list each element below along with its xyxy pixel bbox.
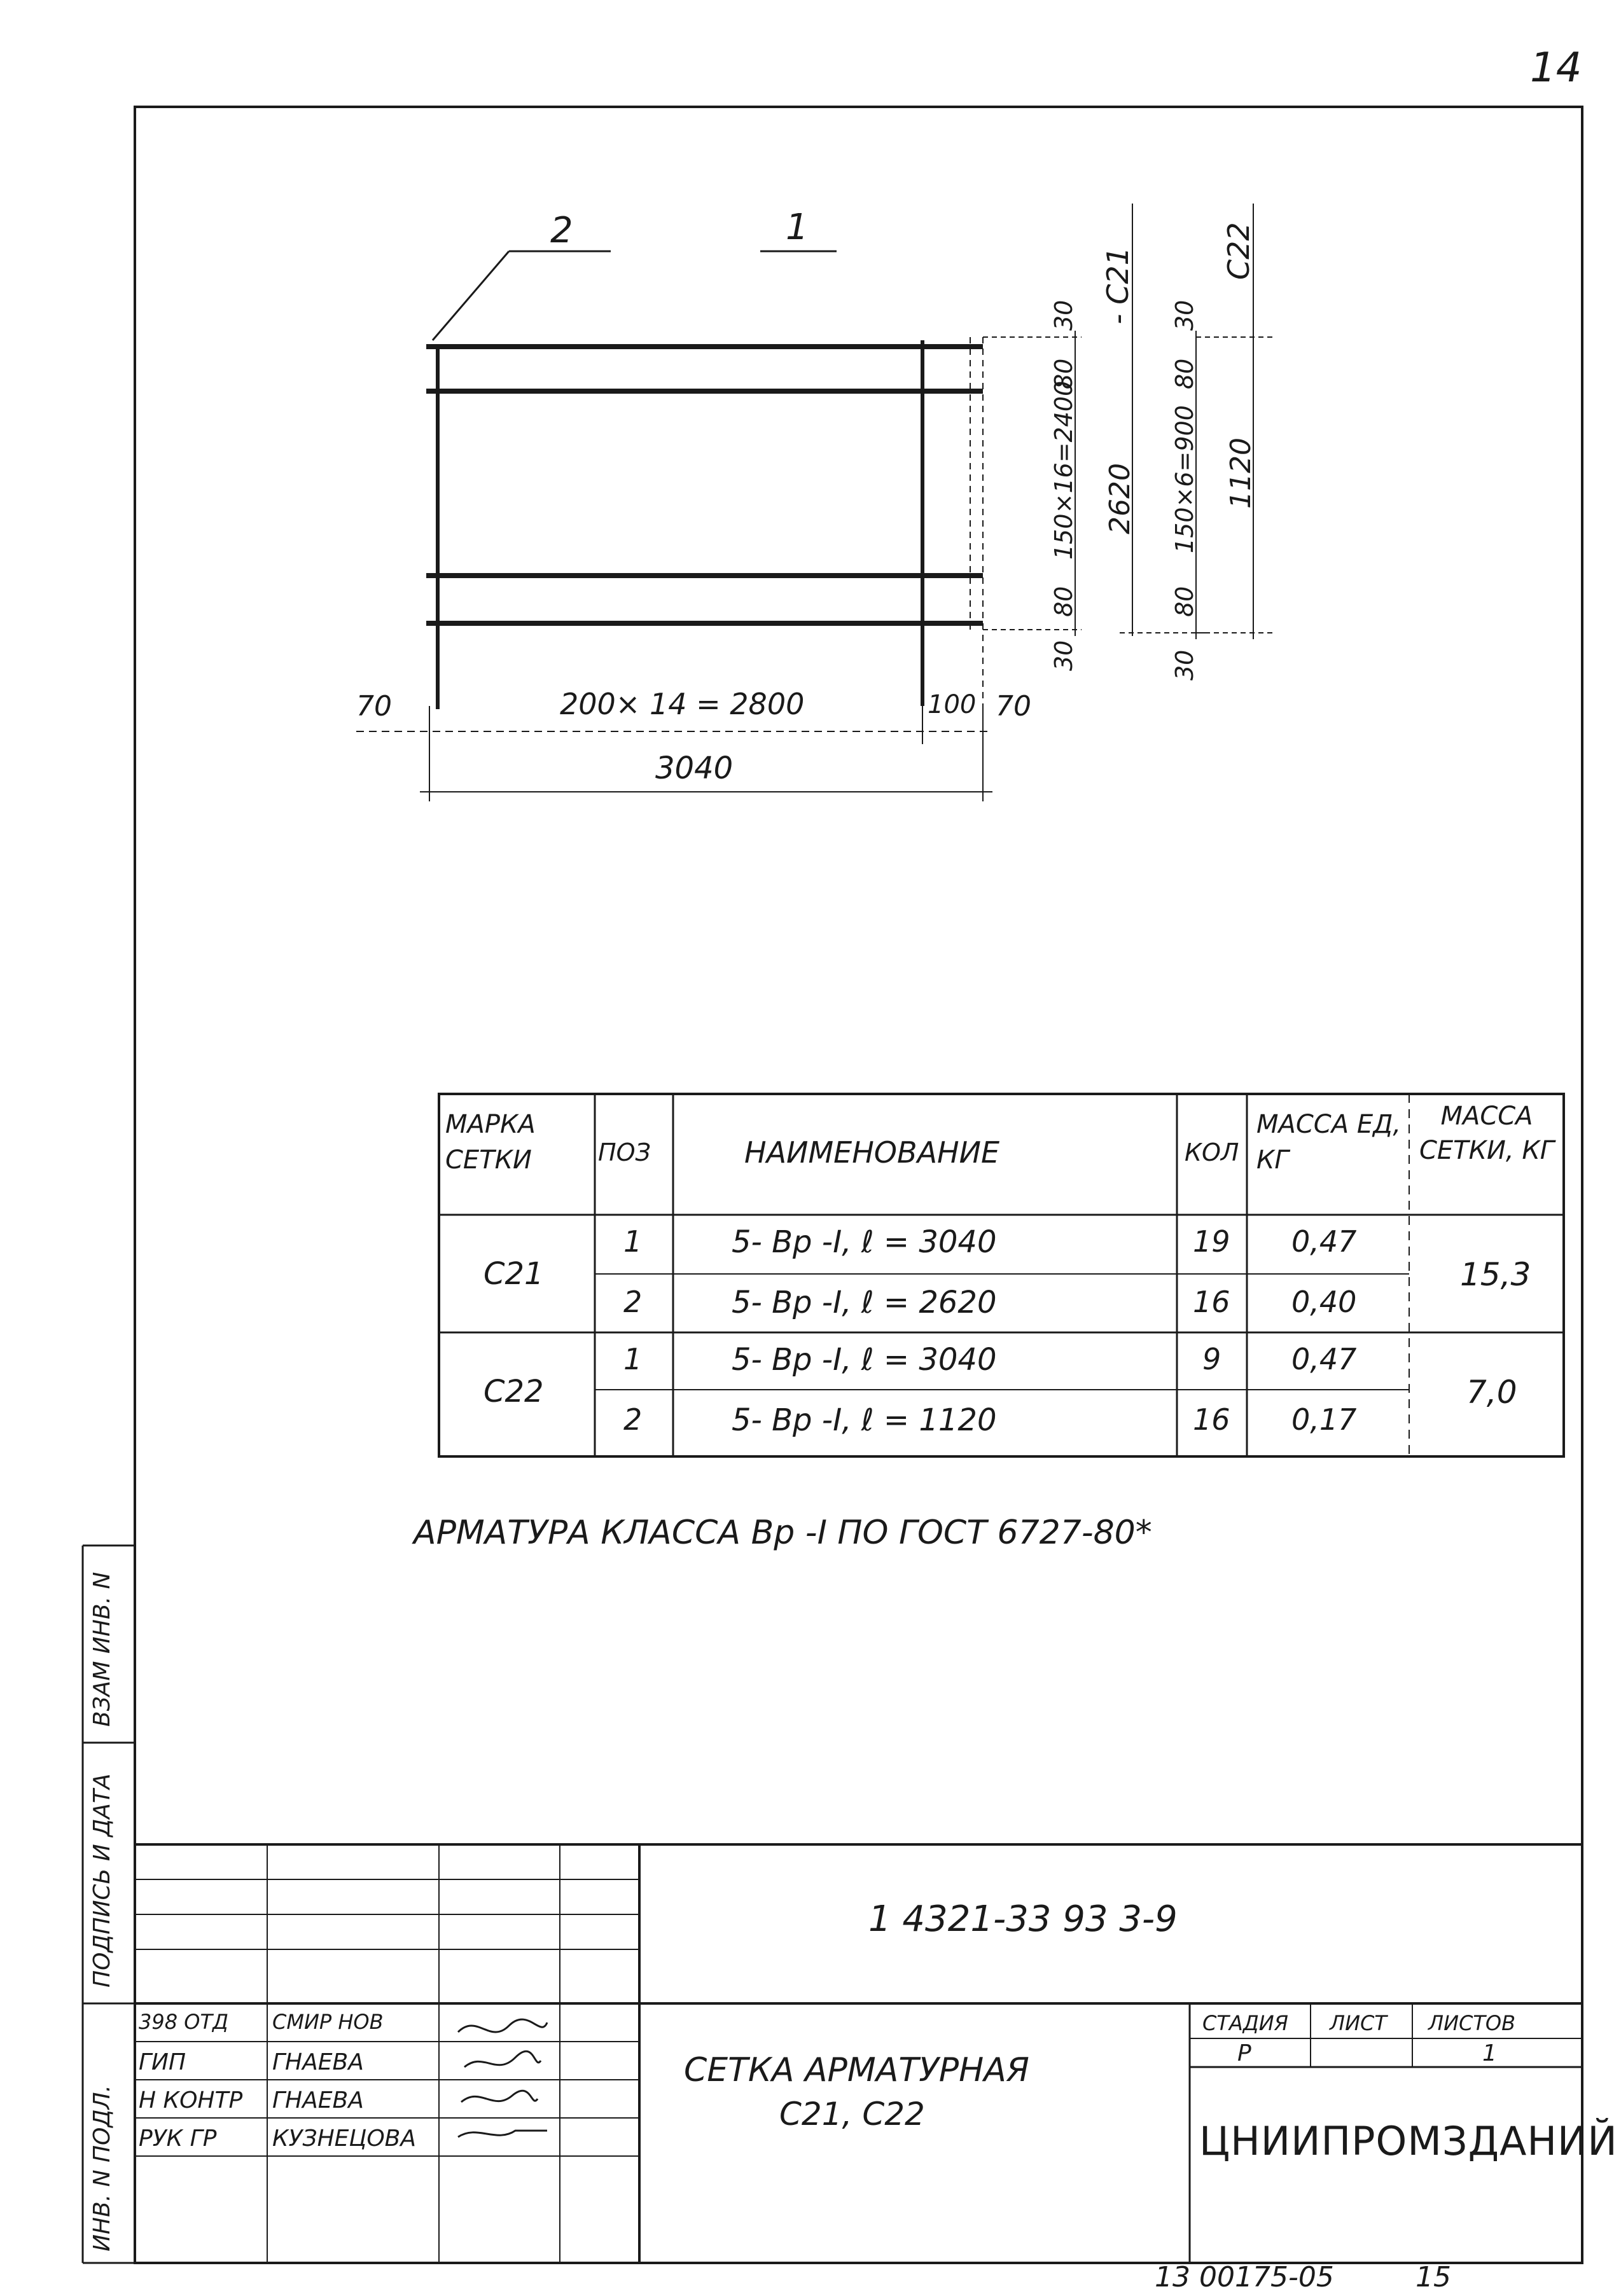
table-cell-name: 5- Bp -I, ℓ = 3040 <box>732 1224 997 1260</box>
document-code: 1 4321-33 93 3-9 <box>868 1898 1178 1940</box>
table-cell-qty: 16 <box>1193 1402 1230 1437</box>
table-cell-name: 5- Bp -I, ℓ = 3040 <box>732 1342 997 1378</box>
dim-value: 200× 14 = 2800 <box>560 687 805 721</box>
dim-value: 70 <box>356 690 392 723</box>
col-header-pos: ПОЗ <box>598 1138 651 1166</box>
staff-name: СМИР НОВ <box>272 2010 384 2034</box>
side-stamp-podpis: ПОДПИСЬ И ДАТА <box>89 1773 115 1988</box>
table-cell-pos: 1 <box>623 1224 643 1259</box>
staff-name: ГНАЕВА <box>272 2087 364 2113</box>
table-cell-pos: 2 <box>623 1285 643 1319</box>
bottom-code: 13 00175-05 <box>1155 2261 1334 2293</box>
table-cell-name: 5- Bp -I, ℓ = 2620 <box>732 1285 997 1320</box>
page-number: 14 <box>1530 45 1582 92</box>
staff-role: ГИП <box>139 2049 186 2075</box>
bottom-sheet-number: 15 <box>1416 2261 1451 2293</box>
dim-value: 80 <box>1171 586 1199 617</box>
dim-value: 30 <box>1171 649 1199 681</box>
stage-value: Р <box>1237 2040 1251 2066</box>
table-cell-pos: 2 <box>623 1402 643 1437</box>
dim-value: 30 <box>1171 300 1199 331</box>
mesh-mark-c21: - C21 <box>1101 247 1135 324</box>
position-label: 2 <box>550 210 573 251</box>
dim-value: 30 <box>1050 640 1078 671</box>
staff-name: ГНАЕВА <box>272 2049 364 2075</box>
dim-total-length: 3040 <box>655 750 734 786</box>
dim-total: 2620 <box>1104 463 1136 534</box>
dim-total: 1120 <box>1225 438 1257 509</box>
dim-value: 80 <box>1050 358 1078 389</box>
col-header-net-mass: МАССА СЕТКИ, КГ <box>1419 1102 1555 1165</box>
signature <box>445 2007 557 2153</box>
table-cell-name: 5- Bp -I, ℓ = 1120 <box>732 1402 997 1438</box>
table-cell-qty: 9 <box>1202 1342 1221 1376</box>
dim-value: 70 <box>996 690 1031 723</box>
organization-name: ЦНИИПРОМЗДАНИЙ <box>1199 2118 1618 2164</box>
staff-name: КУЗНЕЦОВА <box>272 2126 417 2152</box>
position-label: 1 <box>786 207 809 248</box>
title-line-1: СЕТКА АРМАТУРНАЯ <box>684 2051 1029 2089</box>
table-cell-unit-mass: 0,40 <box>1291 1285 1357 1319</box>
table-cell-qty: 16 <box>1193 1285 1230 1319</box>
table-cell-unit-mass: 0,47 <box>1291 1342 1357 1376</box>
stage-label: СТАДИЯ <box>1202 2011 1288 2035</box>
dim-value: 100 <box>928 690 977 719</box>
dim-value: 150×16=2400 <box>1050 380 1078 560</box>
side-stamp-vzam: ВЗАМ ИНВ. N <box>89 1572 115 1727</box>
table-cell-net-mass: 15,3 <box>1460 1256 1531 1293</box>
sheet-label: ЛИСТ <box>1330 2011 1387 2035</box>
mesh-mark-c22: C22 <box>1221 222 1256 280</box>
col-header-mark: МАРКА СЕТКИ <box>445 1110 536 1175</box>
dim-value: 80 <box>1171 358 1199 389</box>
dim-value: 80 <box>1050 586 1078 617</box>
table-cell-unit-mass: 0,17 <box>1291 1402 1357 1437</box>
staff-role: 398 ОТД <box>139 2010 228 2034</box>
table-cell-mark: C21 <box>484 1256 544 1292</box>
table-cell-qty: 19 <box>1193 1224 1230 1259</box>
sheets-label: ЛИСТОВ <box>1428 2011 1516 2035</box>
col-header-unit-mass: МАССА ЕД, КГ <box>1256 1110 1402 1175</box>
side-stamp-inv: ИНВ. N ПОДЛ. <box>89 2084 115 2251</box>
sheet-frame <box>135 107 1582 2263</box>
title-line-2: C21, C22 <box>779 2096 925 2133</box>
dim-value: 150×6=900 <box>1171 405 1199 553</box>
dim-value: 30 <box>1050 300 1078 331</box>
table-cell-mark: C22 <box>484 1374 544 1409</box>
table-cell-pos: 1 <box>623 1342 643 1376</box>
col-header-name: НАИМЕНОВАНИЕ <box>744 1135 1000 1170</box>
col-header-qty: КОЛ <box>1185 1138 1239 1166</box>
table-cell-unit-mass: 0,47 <box>1291 1224 1357 1259</box>
reinforcement-note: АРМАТУРА КЛАССА Bp -I ПО ГОСТ 6727-80* <box>414 1514 1152 1552</box>
staff-role: Н КОНТР <box>139 2087 243 2113</box>
sheets-value: 1 <box>1482 2040 1497 2066</box>
table-cell-net-mass: 7,0 <box>1466 1374 1517 1411</box>
staff-role: РУК ГР <box>139 2126 217 2152</box>
